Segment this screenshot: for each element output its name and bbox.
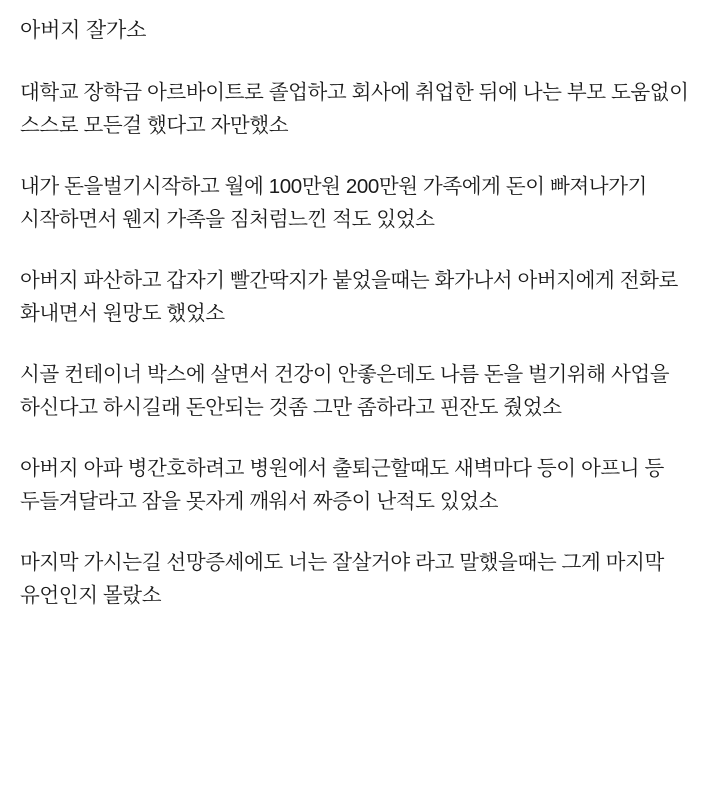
paragraph-5: 아버지 아파 병간호하려고 병원에서 출퇴근할때도 새벽마다 등이 아프니 등 두들겨달라고 잠을 못자게 깨워서 짜증이 난적도 있었소 [20,457,664,513]
page-title: 아버지 잘가소 [20,19,147,42]
paragraph-4: 시골 컨테이너 박스에 살면서 건강이 안좋은데도 나름 돈을 벌기위해 사업을 하신다고 하시길래 돈안되는 것좀 그만 좀하라고 핀잔도 줬었소 [20,363,670,419]
paragraph-2: 내가 돈을벌기시작하고 월에 100만원 200만원 가족에게 돈이 빠져나가기 시작하면서 웬지 가족을 짐처럼느낀 적도 있었소 [20,175,647,231]
paragraph-6: 마지막 가시는길 선망증세에도 너는 잘살거야 라고 말했을때는 그게 마지막 유언인지 몰랐소 [20,551,664,607]
paragraph-3: 아버지 파산하고 갑자기 빨간딱지가 붙었을때는 화가나서 아버지에게 전화로 화내면서 원망도 했었소 [20,269,678,325]
paragraph-1: 대학교 장학금 아르바이트로 졸업하고 회사에 취업한 뒤에 나는 부모 도움없이 스스로 모든걸 했다고 자만했소 [20,81,689,137]
